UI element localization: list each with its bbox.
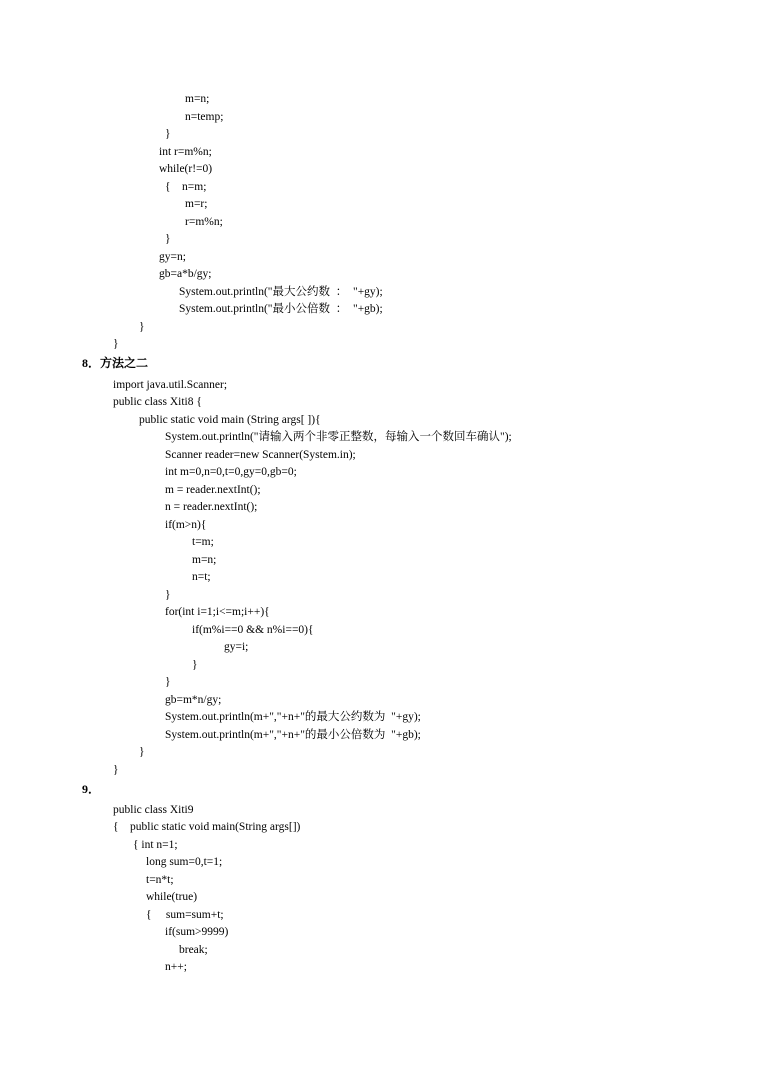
code-line: System.out.println("最小公倍数 ： "+gb); xyxy=(179,303,383,315)
code-line: gb=a*b/gy; xyxy=(159,268,212,280)
code-line: int r=m%n; xyxy=(159,146,212,158)
code-line: } xyxy=(139,321,145,333)
code-line: m=n; xyxy=(192,554,217,566)
code-line: while(r!=0) xyxy=(159,163,213,175)
code-line: } xyxy=(113,338,119,350)
code-line: } xyxy=(113,764,119,776)
code-line: public class Xiti8 { xyxy=(113,396,202,408)
code-line: System.out.println(m+","+n+"的最大公约数为 "+gy); xyxy=(165,711,421,723)
code-line: { n=m; xyxy=(165,181,207,193)
code-line: } xyxy=(165,128,171,140)
code-line: } xyxy=(165,233,171,245)
code-line: long sum=0,t=1; xyxy=(146,856,223,868)
code-line: int m=0,n=0,t=0,gy=0,gb=0; xyxy=(165,466,297,478)
code-line: System.out.println("最大公约数 ： "+gy); xyxy=(179,286,383,298)
code-line: public static void main (String args[ ]){ xyxy=(139,414,321,426)
code-line: if(m>n){ xyxy=(165,519,207,531)
code-line: import java.util.Scanner; xyxy=(113,379,228,391)
code-line: m = reader.nextInt(); xyxy=(165,484,261,496)
code-line: for(int i=1;i<=m;i++){ xyxy=(165,606,270,618)
code-line: { sum=sum+t; xyxy=(146,909,224,921)
code-line: m=r; xyxy=(185,198,208,210)
code-line: gb=m*n/gy; xyxy=(165,694,222,706)
code-line: { int n=1; xyxy=(133,839,178,851)
code-line: } xyxy=(165,676,171,688)
code-line: if(sum>9999) xyxy=(165,926,229,938)
code-line: t=m; xyxy=(192,536,214,548)
section-heading-9: 9． xyxy=(82,782,101,796)
code-line: public class Xiti9 xyxy=(113,804,194,816)
code-line: gy=n; xyxy=(159,251,186,263)
code-line: } xyxy=(139,746,145,758)
code-line: r=m%n; xyxy=(185,216,223,228)
code-line: } xyxy=(165,589,171,601)
code-line: gy=i; xyxy=(224,641,249,653)
code-line: m=n; xyxy=(185,93,210,105)
code-line: break; xyxy=(179,944,208,956)
code-line: if(m%i==0 && n%i==0){ xyxy=(192,624,314,636)
code-line: n++; xyxy=(165,961,187,973)
code-line: Scanner reader=new Scanner(System.in); xyxy=(165,449,356,461)
code-line: n=temp; xyxy=(185,111,224,123)
section-heading-8: 8．方法之二 xyxy=(82,356,149,370)
code-line: { public static void main(String args[]) xyxy=(113,821,301,833)
code-line: while(true) xyxy=(146,891,198,903)
code-line: } xyxy=(192,659,198,671)
code-line: System.out.println("请输入两个非零正整数，每输入一个数回车确认"); xyxy=(165,431,512,443)
code-line: System.out.println(m+","+n+"的最小公倍数为 "+gb); xyxy=(165,729,421,741)
code-line: n=t; xyxy=(192,571,211,583)
code-line: n = reader.nextInt(); xyxy=(165,501,258,513)
code-line: t=n*t; xyxy=(146,874,174,886)
